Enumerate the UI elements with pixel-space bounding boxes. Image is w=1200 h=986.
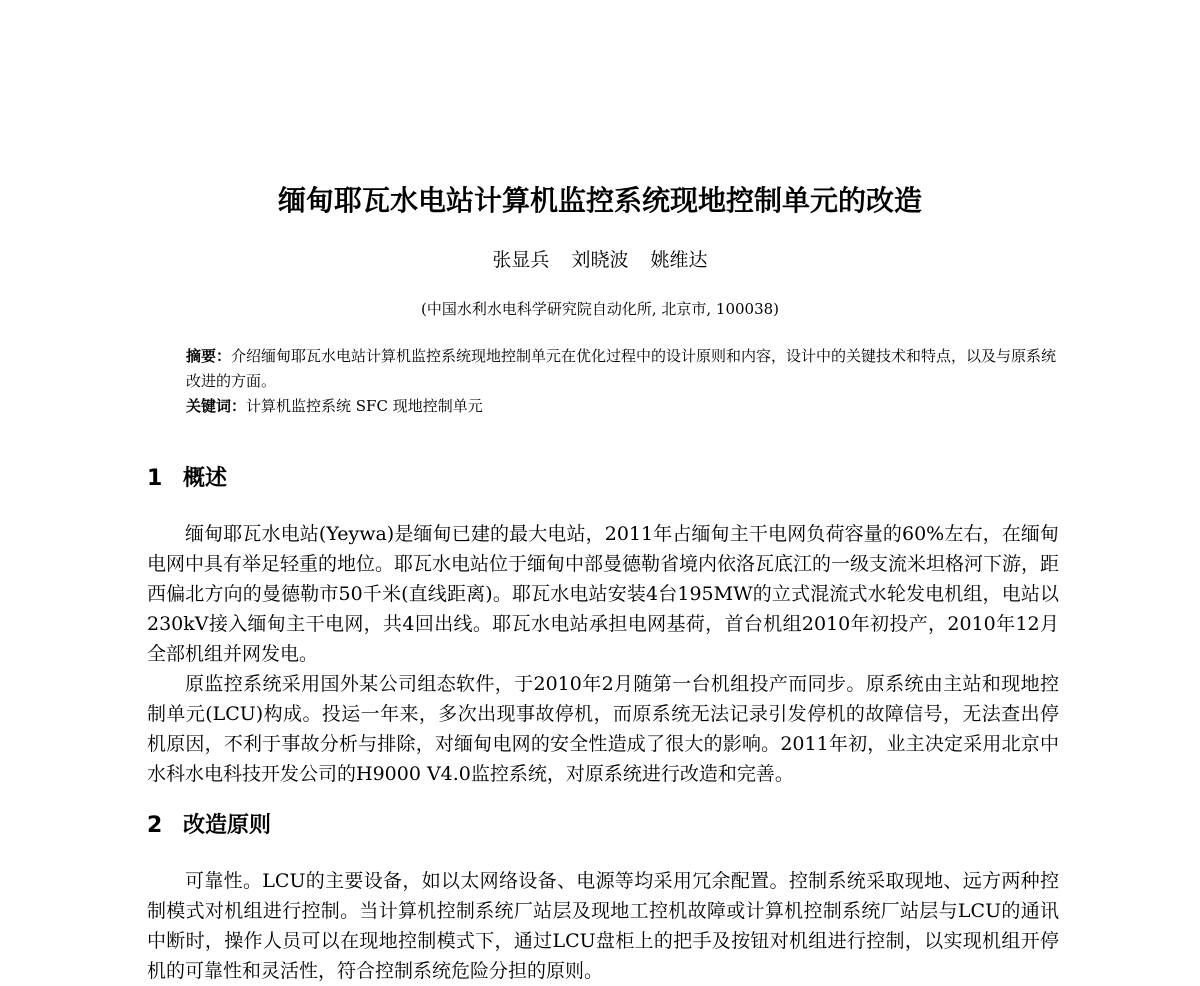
author-list: [0, 246, 1200, 274]
section-number: 2: [147, 813, 163, 838]
keywords-text: 计算机监控系统 SFC 现地控制单元: [246, 397, 483, 415]
abstract-label: 摘要：: [186, 347, 232, 365]
section-body: [147, 866, 1059, 986]
section-number: 1: [147, 466, 163, 491]
paper-title: 缅甸耶瓦水电站计算机监控系统现地控制单元的改造: [277, 184, 922, 217]
section-heading: [147, 463, 227, 495]
abstract-block: [186, 344, 1066, 419]
body-paragraph: 可靠性。LCU的主要设备，如以太网络设备、电源等均采用冗余配置。控制系统采取现地、远方两种控制模式对机组进行控制。当计算机控制系统厂站层及现地工控机故障或计算机控制系统厂站层与LCU的通讯中断时，操作人员可以在现地控制模式下，通过LCU盘柜上的把手及按钮对机组进行控制，以实现机组开停机的可靠性和灵活性，符合控制系统危险分担的原则。: [147, 870, 1059, 982]
abstract-text: 介绍缅甸耶瓦水电站计算机监控系统现地控制单元在优化过程中的设计原则和内容，设计中的关键技术和特点，以及与原系统改进的方面。: [186, 347, 1057, 390]
keywords-label: 关键词：: [186, 397, 247, 415]
section-title: 概述: [183, 466, 228, 491]
body-paragraph: 缅甸耶瓦水电站(Yeywa)是缅甸已建的最大电站，2011年占缅甸主干电网负荷容量的60%左右，在缅甸电网中具有举足轻重的地位。耶瓦水电站位于缅甸中部曼德勒省境内依洛瓦底江的一级支流米坦格河下游，距西偏北方向的曼德勒市50千米(直线距离)。耶瓦水电站安装4台195MW的立式混流式水轮发电机组，电站以230kV接入缅甸主干电网，共4回出线。耶瓦水电站承担电网基荷，首台机组2010年初投产，2010年12月全部机组并网发电。: [147, 523, 1060, 665]
affiliation: (中国水利水电科学研究院自动化所, 北京市, 100038): [420, 300, 780, 318]
author-name: 张显兵: [492, 249, 550, 271]
section-title: 改造原则: [183, 813, 272, 838]
body-paragraph: 原监控系统采用国外某公司组态软件，于2010年2月随第一台机组投产而同步。原系统由主站和现地控制单元(LCU)构成。投运一年来，多次出现事故停机，而原系统无法记录引发停机的故障信号，无法查出停机原因，不利于事故分析与排除，对缅甸电网的安全性造成了很大的影响。2011年初，业主决定采用北京中水科水电科技开发公司的H9000 V4.0监控系统，对原系统进行改造和完善。: [147, 673, 1059, 785]
section-body: [147, 519, 1059, 789]
keywords: [186, 394, 1066, 419]
author-name: 刘晓波: [571, 249, 629, 271]
section-heading: [147, 810, 271, 842]
author-name: 姚维达: [650, 249, 708, 271]
abstract: [186, 344, 1066, 394]
